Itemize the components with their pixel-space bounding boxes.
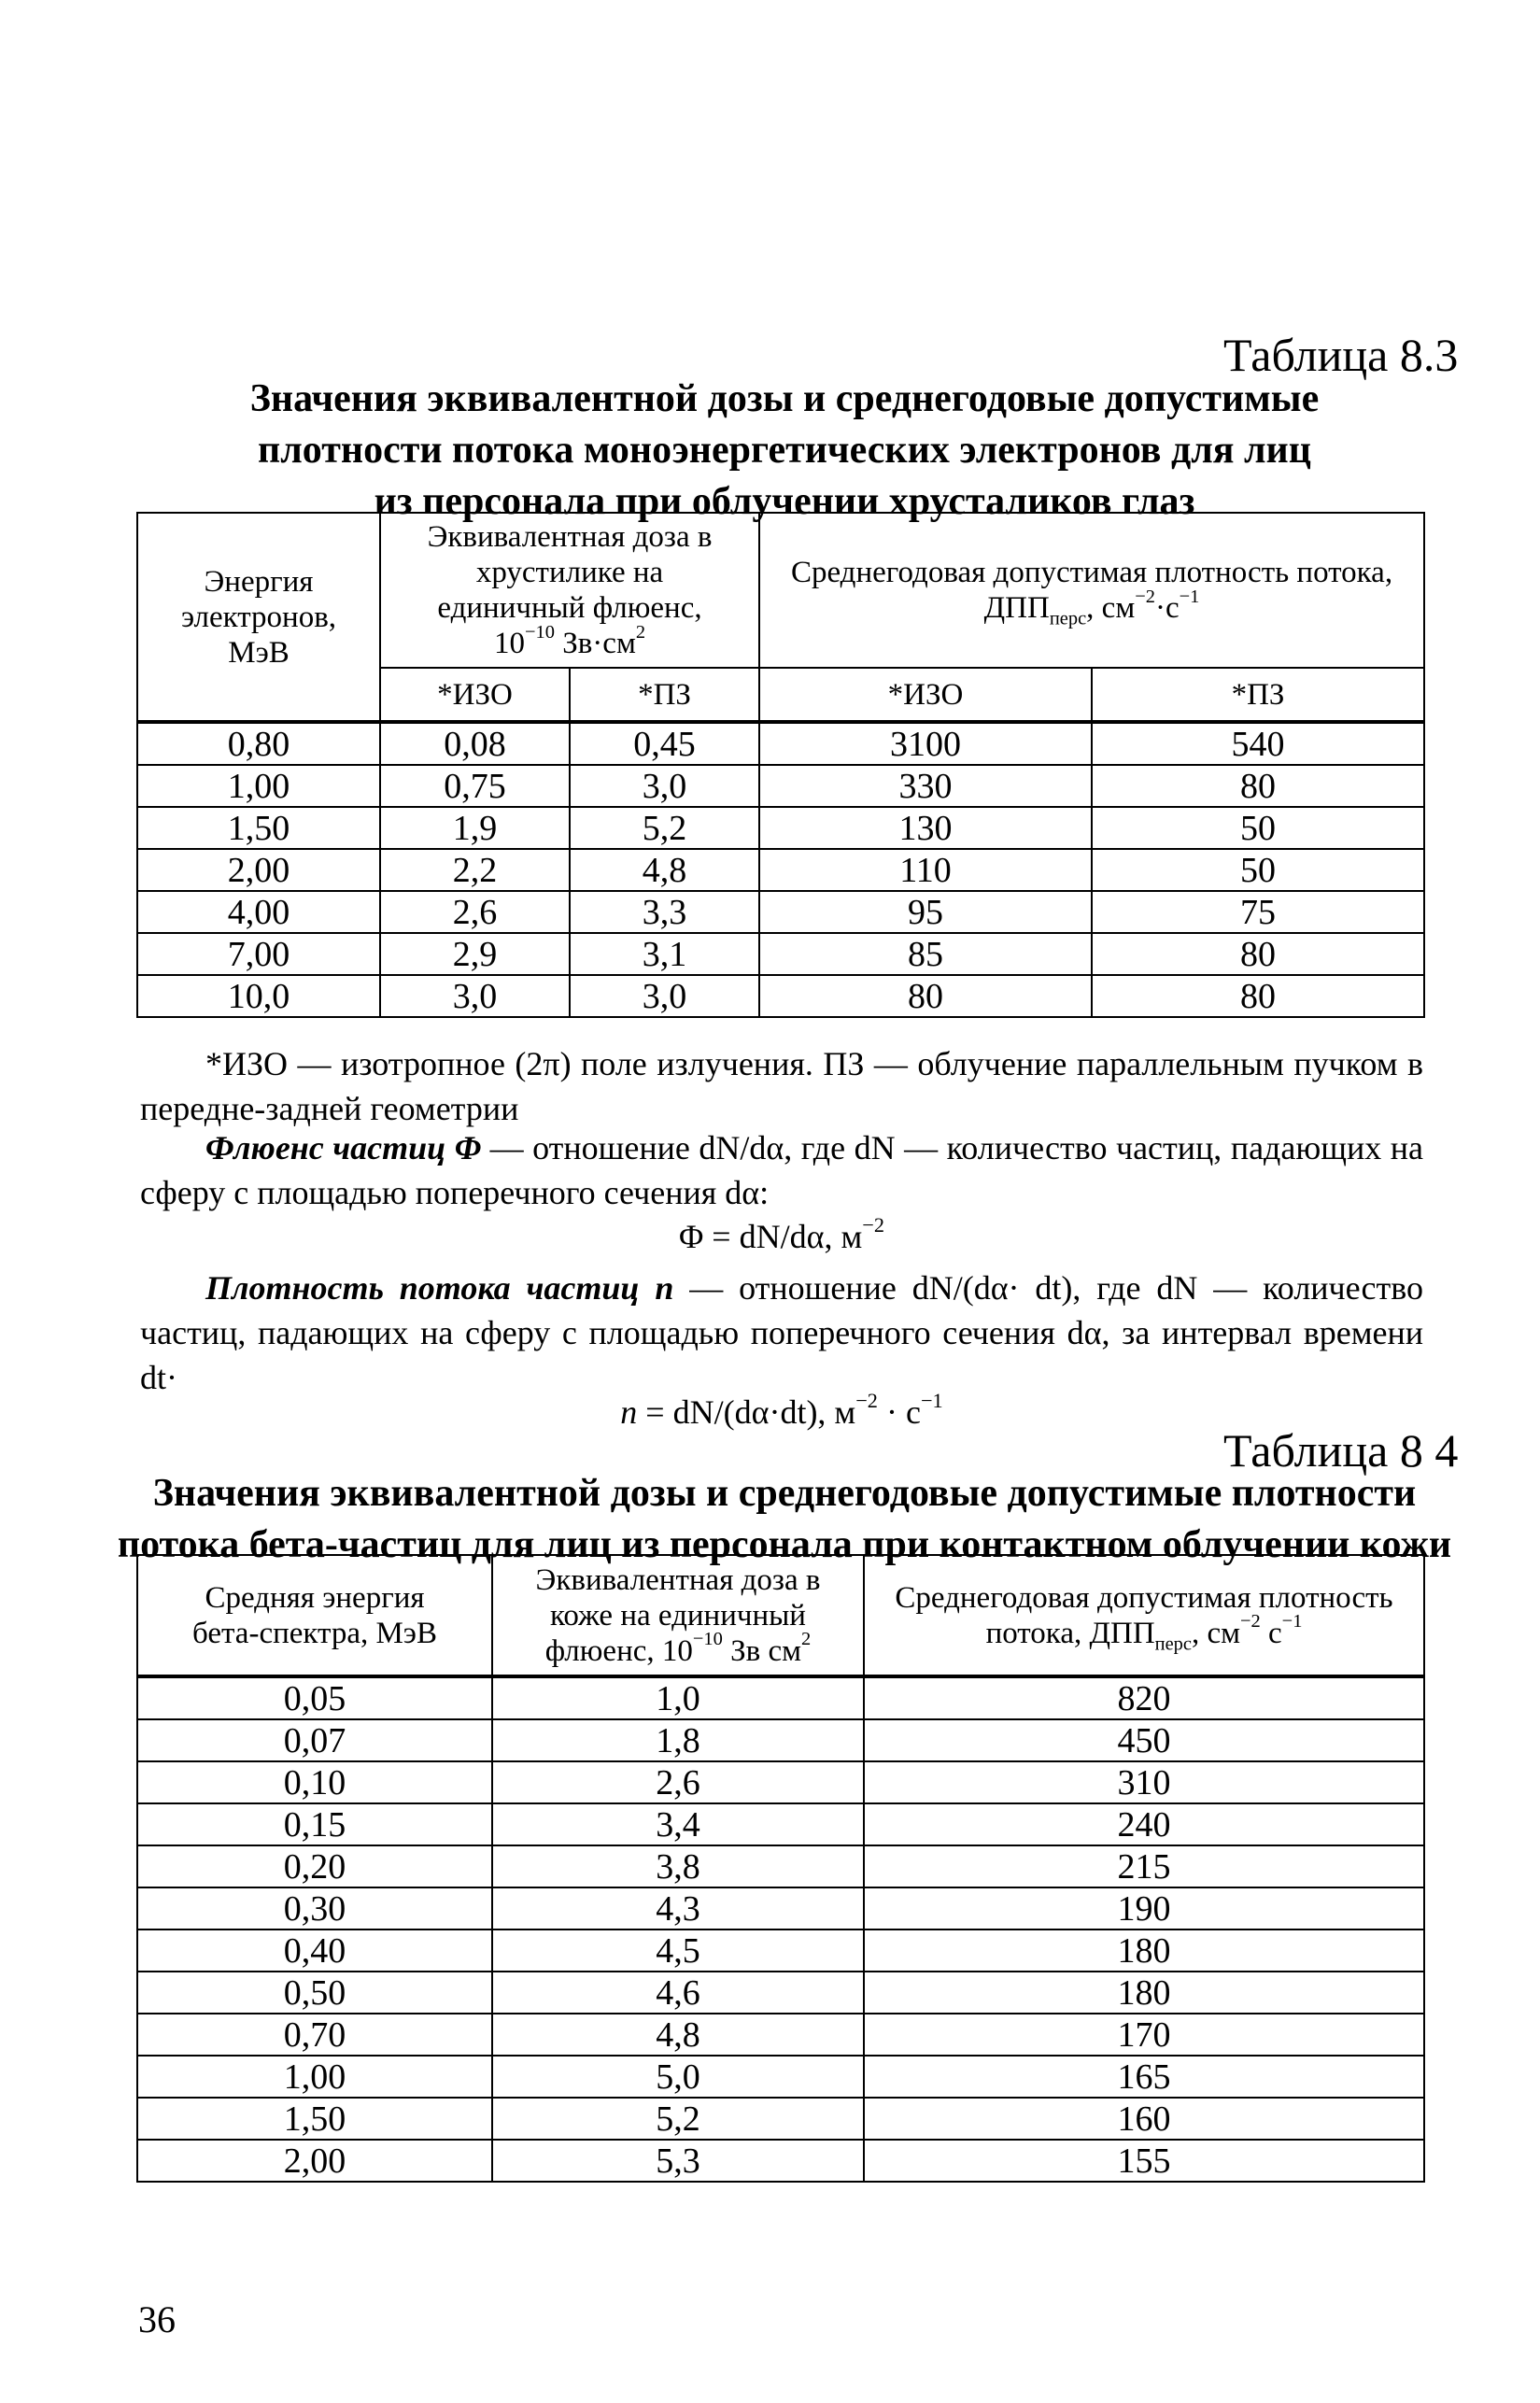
table-cell: 0,75 — [380, 765, 570, 807]
table-cell: 3,0 — [570, 765, 759, 807]
table-cell: 2,00 — [137, 2140, 492, 2182]
table-cell: 50 — [1092, 849, 1424, 891]
flux-term: Плотность потока частиц n — [205, 1269, 674, 1307]
table1-header-energy — [137, 513, 380, 722]
flux-formula: n = dN/(dα·dt), $м^{-2} \cdot с^{-1}$ — [620, 1388, 943, 1431]
header-line: электронов, — [180, 600, 337, 634]
header-unit: флюенс, $10^{-10}$ Зв $см^2$ — [544, 1629, 812, 1668]
table-cell: 3,0 — [570, 975, 759, 1017]
table-cell: 5,3 — [492, 2140, 864, 2182]
table-cell: 820 — [864, 1676, 1424, 1719]
table-row — [137, 849, 1424, 891]
table-cell: 0,07 — [137, 1719, 492, 1761]
table-cell: 80 — [1092, 933, 1424, 975]
header-line: Эквивалентная доза в — [427, 520, 713, 554]
table1-subheader: *ИЗО — [380, 668, 570, 722]
table-cell: 80 — [1092, 975, 1424, 1017]
table-cell: 80 — [1092, 765, 1424, 807]
table-cell: 310 — [864, 1761, 1424, 1803]
table-cell: 0,70 — [137, 2014, 492, 2056]
table1-subheader: *ПЗ — [1092, 668, 1424, 722]
table-cell: 0,15 — [137, 1803, 492, 1845]
table-cell: 0,40 — [137, 1929, 492, 1972]
fluence-text: — отношение dN/dα, где dN — количество частиц, падающих на сферу с площадью поперечного сечения dα: — [140, 1129, 1423, 1211]
table-cell: 190 — [864, 1887, 1424, 1929]
table-cell: 1,00 — [137, 765, 380, 807]
table-cell: 3,0 — [380, 975, 570, 1017]
table-cell: 3,4 — [492, 1803, 864, 1845]
fluence-formula: Φ = dN/dα, $м^{-2}$ — [678, 1212, 884, 1255]
table-row — [137, 765, 1424, 807]
table-cell: 3,3 — [570, 891, 759, 933]
table-cell: 4,8 — [570, 849, 759, 891]
table-cell: 4,5 — [492, 1929, 864, 1972]
table-cell: 80 — [759, 975, 1092, 1017]
table-row — [137, 2056, 1424, 2098]
table1-subheader: *ИЗО — [759, 668, 1092, 722]
table-row — [137, 1845, 1424, 1887]
table1-caption-line: плотности потока моноэнергетических электронов для лиц — [258, 429, 1311, 472]
table-row — [137, 933, 1424, 975]
table-row — [137, 2098, 1424, 2140]
table1-caption — [140, 374, 1429, 528]
header-line: МэВ — [228, 635, 290, 670]
table-cell: 0,45 — [570, 722, 759, 765]
fluence-definition — [140, 1125, 1423, 1215]
table1-header-dpp — [759, 513, 1424, 668]
table-cell: 3100 — [759, 722, 1092, 765]
table-cell: 1,9 — [380, 807, 570, 849]
table1-header-dose — [380, 513, 759, 668]
footnote: *ИЗО — изотропное (2π) поле излучения. ПЗ — облучение параллельным пучком в передне-задней геометрии — [140, 1045, 1423, 1127]
table-cell: 1,50 — [137, 807, 380, 849]
table-cell: 3,1 — [570, 933, 759, 975]
table-cell: 2,9 — [380, 933, 570, 975]
table-cell: 4,8 — [492, 2014, 864, 2056]
table1 — [136, 512, 1425, 1018]
table-cell: 450 — [864, 1719, 1424, 1761]
table-row — [137, 2140, 1424, 2182]
table-cell: 7,00 — [137, 933, 380, 975]
table-cell: 1,0 — [492, 1676, 864, 1719]
table-cell: 4,00 — [137, 891, 380, 933]
table-cell: 0,08 — [380, 722, 570, 765]
table2-caption-line: Значения эквивалентной дозы и среднегодовые допустимые плотности — [152, 1472, 1417, 1515]
table-cell: 2,6 — [380, 891, 570, 933]
table2-number: Таблица 8 4 — [1223, 1424, 1459, 1477]
table2-header-dpp — [864, 1555, 1424, 1676]
table-cell: 5,2 — [570, 807, 759, 849]
header-line: Эквивалентная доза в — [535, 1562, 821, 1597]
table-cell: 165 — [864, 2056, 1424, 2098]
header-unit: потока, $ДПП_{перс}$, $см^{-2}$ $с^{-1}$ — [985, 1611, 1303, 1655]
table-cell: 160 — [864, 2098, 1424, 2140]
table-cell: 95 — [759, 891, 1092, 933]
table-cell: 4,6 — [492, 1972, 864, 2014]
table-cell: 130 — [759, 807, 1092, 849]
table-row — [137, 891, 1424, 933]
table-row — [137, 1887, 1424, 1929]
table2-header-dose — [492, 1555, 864, 1676]
header-line: коже на единичный — [550, 1598, 806, 1633]
table-row — [137, 975, 1424, 1017]
table-row — [137, 1803, 1424, 1845]
header-line: хрустилике на — [475, 556, 664, 589]
table-cell: 180 — [864, 1929, 1424, 1972]
table-row — [137, 2014, 1424, 2056]
table-cell: 240 — [864, 1803, 1424, 1845]
header-line: единичный флюенс, — [437, 591, 702, 625]
flux-text: — отношение dN/(dα· dt), где dN — количество частиц, падающих на сферу с площадью поперечного сечения dα, за интервал времени dt· — [140, 1269, 1424, 1396]
table-row — [137, 1761, 1424, 1803]
table-cell: 1,50 — [137, 2098, 492, 2140]
table-cell: 5,0 — [492, 2056, 864, 2098]
table-cell: 75 — [1092, 891, 1424, 933]
table1-caption-line: Значения эквивалентной дозы и среднегодовые допустимые — [249, 377, 1320, 420]
table-row — [137, 1719, 1424, 1761]
table-cell: 10,0 — [137, 975, 380, 1017]
table-row — [137, 1676, 1424, 1719]
page-number: 36 — [138, 2298, 176, 2340]
header-unit: $ДПП_{перс}$, $см^{-2}\cdot с^{-1}$ — [983, 586, 1200, 629]
table-cell: 0,80 — [137, 722, 380, 765]
table-cell: 0,20 — [137, 1845, 492, 1887]
table-cell: 1,00 — [137, 2056, 492, 2098]
header-line: Энергия — [204, 564, 314, 599]
table-cell: 540 — [1092, 722, 1424, 765]
header-unit: $10^{-10}$ $Зв\cdot см^2$ — [493, 621, 646, 660]
table-cell: 110 — [759, 849, 1092, 891]
header-line: бета-спектра, МэВ — [191, 1616, 437, 1650]
table-cell: 50 — [1092, 807, 1424, 849]
table-cell: 0,50 — [137, 1972, 492, 2014]
table-cell: 3,8 — [492, 1845, 864, 1887]
table-cell: 180 — [864, 1972, 1424, 2014]
header-line: Среднегодовая допустимая плотность потока, — [790, 556, 1393, 589]
table-cell: 155 — [864, 2140, 1424, 2182]
header-line: Средняя энергия — [205, 1580, 425, 1615]
table-cell: 0,30 — [137, 1887, 492, 1929]
table-cell: 0,05 — [137, 1676, 492, 1719]
fluence-term: Флюенс частиц Φ — [205, 1129, 482, 1166]
table-cell: 4,3 — [492, 1887, 864, 1929]
table-cell: 5,2 — [492, 2098, 864, 2140]
table-cell: 2,6 — [492, 1761, 864, 1803]
table-row — [137, 1929, 1424, 1972]
table-cell: 215 — [864, 1845, 1424, 1887]
table-cell: 2,2 — [380, 849, 570, 891]
flux-definition — [140, 1265, 1423, 1400]
table2-caption-line: потока бета-частиц для лиц из персонала при контактном облучении кожи — [117, 1523, 1452, 1566]
table-row — [137, 1972, 1424, 2014]
table1-caption-line: из персонала при облучении хрусталиков глаз — [374, 480, 1195, 523]
table1-number: Таблица 8.3 — [1223, 329, 1459, 381]
table2 — [136, 1554, 1425, 2183]
table-cell: 0,10 — [137, 1761, 492, 1803]
table-cell: 2,00 — [137, 849, 380, 891]
table-cell: 1,8 — [492, 1719, 864, 1761]
table-cell: 85 — [759, 933, 1092, 975]
header-line: Среднегодовая допустимая плотность — [895, 1580, 1393, 1615]
table-cell: 170 — [864, 2014, 1424, 2056]
table-cell: 330 — [759, 765, 1092, 807]
table1-subheader: *ПЗ — [570, 668, 759, 722]
table-row — [137, 807, 1424, 849]
table-row — [137, 722, 1424, 765]
table2-header-energy — [137, 1555, 492, 1676]
